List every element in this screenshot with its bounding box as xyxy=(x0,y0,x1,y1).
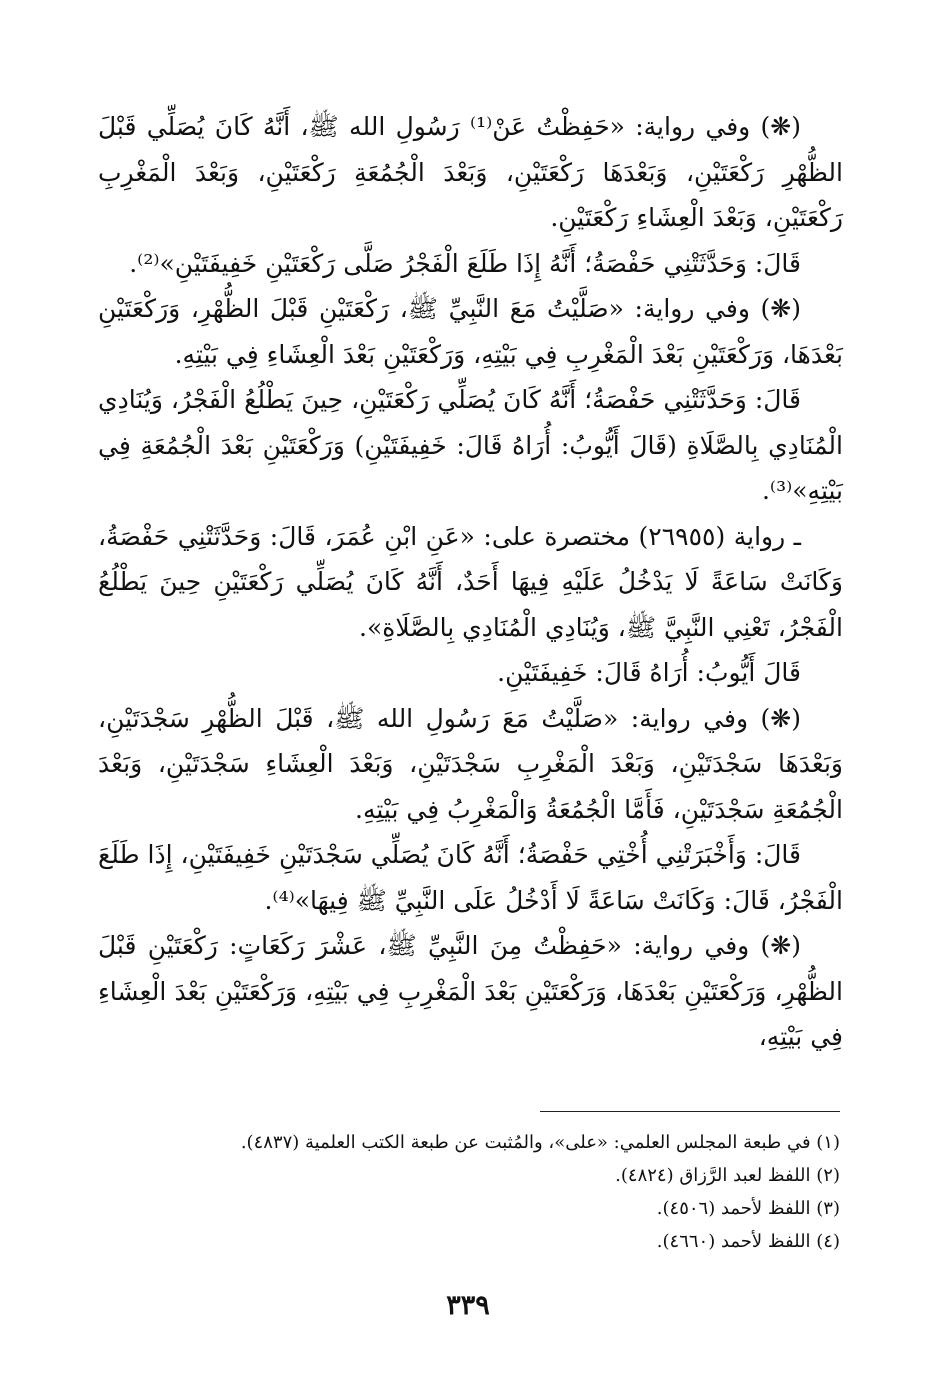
paragraph-3: (❋) وفي رواية: «صَلَّيْتُ مَعَ النَّبِيِّ ﷺ، رَكْعَتَيْنِ قَبْلَ الظُّهْرِ، وَرَكْعَتَيْنِ بَعْدَهَا، وَرَكْعَتَيْنِ بَعْدَ الْمَغْرِبِ فِي بَيْتِهِ، وَرَكْعَتَيْنِ بَعْدَ الْعِشَاءِ فِي بَيْتِهِ. xyxy=(98,294,843,369)
footnote-1: (١) في طبعة المجلس العلمي: «على»، والمُثبت عن طبعة الكتب العلمية (٤٨٣٧). xyxy=(240,1132,840,1153)
paragraph-5: ـ رواية (٢٦٩٥٥) مختصرة على: «عَنِ ابْنِ عُمَرَ، قَالَ: وَحَدَّثَتْنِي حَفْصَةُ، وَكَانَتْ سَاعَةً لَا يَدْخُلُ عَلَيْهِ فِيهَا أَحَدٌ، أَنَّهُ كَانَ يُصَلِّي رَكْعَتَيْنِ حِينَ يَطْلُعُ الْفَجْرُ، تَعْنِي النَّبِيَّ ﷺ، وَيُنَادِي الْمُنَادِي بِالصَّلَاةِ». xyxy=(98,521,843,642)
paragraph-7: (❋) وفي رواية: «صَلَّيْتُ مَعَ رَسُولِ الله ﷺ، قَبْلَ الظُّهْرِ سَجْدَتَيْنِ، وَبَعْدَهَا سَجْدَتَيْنِ، وَبَعْدَ الْمَغْرِبِ سَجْدَتَيْنِ، وَبَعْدَ الْعِشَاءِ سَجْدَتَيْنِ، وَبَعْدَ الْجُمُعَةِ سَجْدَتَيْنِ، فَأَمَّا الْجُمُعَةُ وَالْمَغْرِبُ فِي بَيْتِهِ. xyxy=(98,703,843,824)
main-text xyxy=(98,104,843,1060)
paragraph-9: (❋) وفي رواية: «حَفِظْتُ مِنَ النَّبِيِّ ﷺ، عَشْرَ رَكَعَاتٍ: رَكْعَتَيْنِ قَبْلَ الظُّهْرِ، وَرَكْعَتَيْنِ بَعْدَهَا، وَرَكْعَتَيْنِ بَعْدَ الْمَغْرِبِ فِي بَيْتِهِ، وَرَكْعَتَيْنِ بَعْدَ الْعِشَاءِ فِي بَيْتِهِ، xyxy=(98,931,843,1051)
page-number: ٣٣٩ xyxy=(446,1290,490,1321)
footnotes xyxy=(98,1126,840,1258)
paragraph-6: قَالَ أَيُّوبُ: أُرَاهُ قَالَ: خَفِيفَتَيْنِ. xyxy=(497,658,801,687)
paragraph-1: (❋) وفي رواية: «حَفِظْتُ عَنْ⁽¹⁾ رَسُولِ الله ﷺ، أَنَّهُ كَانَ يُصَلِّي قَبْلَ الظُّهْرِ رَكْعَتَيْنِ، وَبَعْدَهَا رَكْعَتَيْنِ، وَبَعْدَ الْجُمُعَةِ رَكْعَتَيْنِ، وَبَعْدَ الْمَغْرِبِ رَكْعَتَيْنِ، وَبَعْدَ الْعِشَاءِ رَكْعَتَيْنِ. xyxy=(98,112,843,232)
footnote-2: (٢) اللفظ لعبد الرَّزاق (٤٨٢٤). xyxy=(615,1165,840,1186)
footnote-4: (٤) اللفظ لأحمد (٤٦٦٠). xyxy=(656,1231,840,1252)
paragraph-2: قَالَ: وَحَدَّثَتْنِي حَفْصَةُ؛ أَنَّهُ إِذَا طَلَعَ الْفَجْرُ صَلَّى رَكْعَتَيْنِ خَفِيفَتَيْنِ»⁽²⁾. xyxy=(129,248,801,278)
paragraph-8: قَالَ: وَأَخْبَرَتْنِي أُخْتِي حَفْصَةُ؛ أَنَّهُ كَانَ يُصَلِّي سَجْدَتَيْنِ خَفِيفَتَيْنِ، إِذَا طَلَعَ الْفَجْرُ، قَالَ: وَكَانَتْ سَاعَةً لَا أَدْخُلُ عَلَى النَّبِيِّ ﷺ فِيهَا»⁽⁴⁾. xyxy=(98,840,843,915)
footnote-divider xyxy=(540,1111,840,1112)
paragraph-4: قَالَ: وَحَدَّثَتْنِي حَفْصَةُ؛ أَنَّهُ كَانَ يُصَلِّي رَكْعَتَيْنِ، حِينَ يَطْلُعُ الْفَجْرُ، وَيُنَادِي الْمُنَادِي بِالصَّلَاةِ (قَالَ أَيُّوبُ: أُرَاهُ قَالَ: خَفِيفَتَيْنِ) وَرَكْعَتَيْنِ بَعْدَ الْجُمُعَةِ فِي بَيْتِهِ»⁽³⁾. xyxy=(98,385,843,505)
footnote-3: (٣) اللفظ لأحمد (٤٥٠٦). xyxy=(656,1198,840,1219)
